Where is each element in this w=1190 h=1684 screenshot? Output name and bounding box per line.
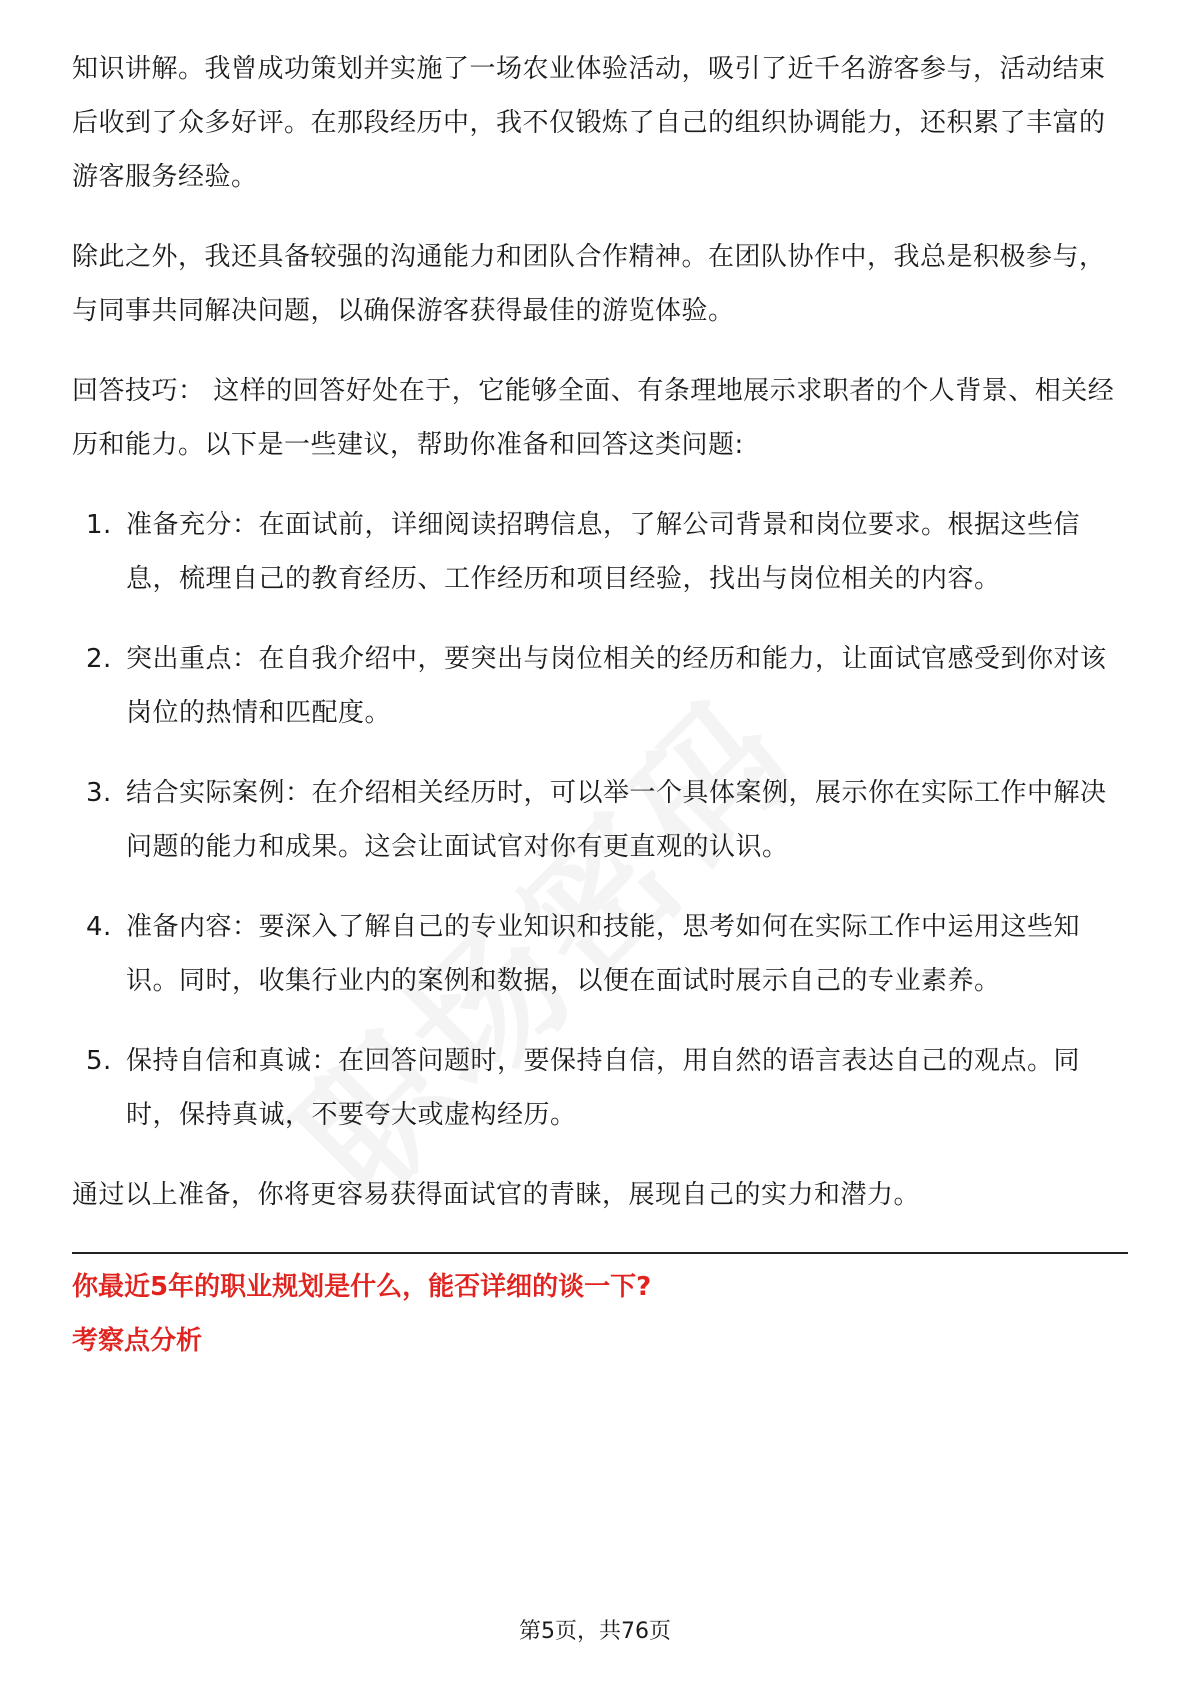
- list-number: 3.: [86, 778, 112, 808]
- list-text: 准备内容：要深入了解自己的专业知识和技能，思考如何在实际工作中运用这些知识。同时，收集行业内的案例和数据，以便在面试时展示自己的专业素养。: [126, 912, 1081, 996]
- section-divider: [72, 1252, 1128, 1254]
- list-item: [72, 632, 1128, 740]
- list-text: 准备充分：在面试前，详细阅读招聘信息，了解公司背景和岗位要求。根据这些信息，梳理自己的教育经历、工作经历和项目经验，找出与岗位相关的内容。: [126, 510, 1081, 594]
- analysis-heading: 考察点分析: [72, 1326, 203, 1356]
- list-item: [72, 900, 1128, 1008]
- paragraph-communication: 除此之外，我还具备较强的沟通能力和团队合作精神。在团队协作中，我总是积极参与，与同事共同解决问题，以确保游客获得最佳的游览体验。: [72, 242, 1106, 326]
- list-number: 2.: [86, 644, 112, 674]
- list-item: [72, 498, 1128, 606]
- page-footer: 第5页，共76页: [519, 1619, 671, 1644]
- list-number: 5.: [86, 1046, 112, 1076]
- list-text: 结合实际案例：在介绍相关经历时，可以举一个具体案例，展示你在实际工作中解决问题的能力和成果。这会让面试官对你有更直观的认识。: [126, 778, 1107, 862]
- interview-question-heading: 你最近5年的职业规划是什么，能否详细的谈一下?: [72, 1272, 652, 1302]
- list-text: 保持自信和真诚：在回答问题时，要保持自信，用自然的语言表达自己的观点。同时，保持真诚，不要夸大或虚构经历。: [126, 1046, 1081, 1130]
- list-item: [72, 766, 1128, 874]
- paragraph-closing: 通过以上准备，你将更容易获得面试官的青睐，展现自己的实力和潜力。: [72, 1180, 921, 1210]
- list-number: 4.: [86, 912, 112, 942]
- list-item: [72, 1034, 1128, 1142]
- list-text: 突出重点：在自我介绍中，要突出与岗位相关的经历和能力，让面试官感受到你对该岗位的热情和匹配度。: [126, 644, 1107, 728]
- document-body: [72, 42, 1128, 1356]
- paragraph-answer-tips: 回答技巧： 这样的回答好处在于，它能够全面、有条理地展示求职者的个人背景、相关经历和能力。以下是一些建议，帮助你准备和回答这类问题:: [72, 376, 1115, 460]
- tips-list: [72, 498, 1128, 1142]
- paragraph-experience: 知识讲解。我曾成功策划并实施了一场农业体验活动，吸引了近千名游客参与，活动结束后收到了众多好评。在那段经历中，我不仅锻炼了自己的组织协调能力，还积累了丰富的游客服务经验。: [72, 54, 1106, 192]
- list-number: 1.: [86, 510, 112, 540]
